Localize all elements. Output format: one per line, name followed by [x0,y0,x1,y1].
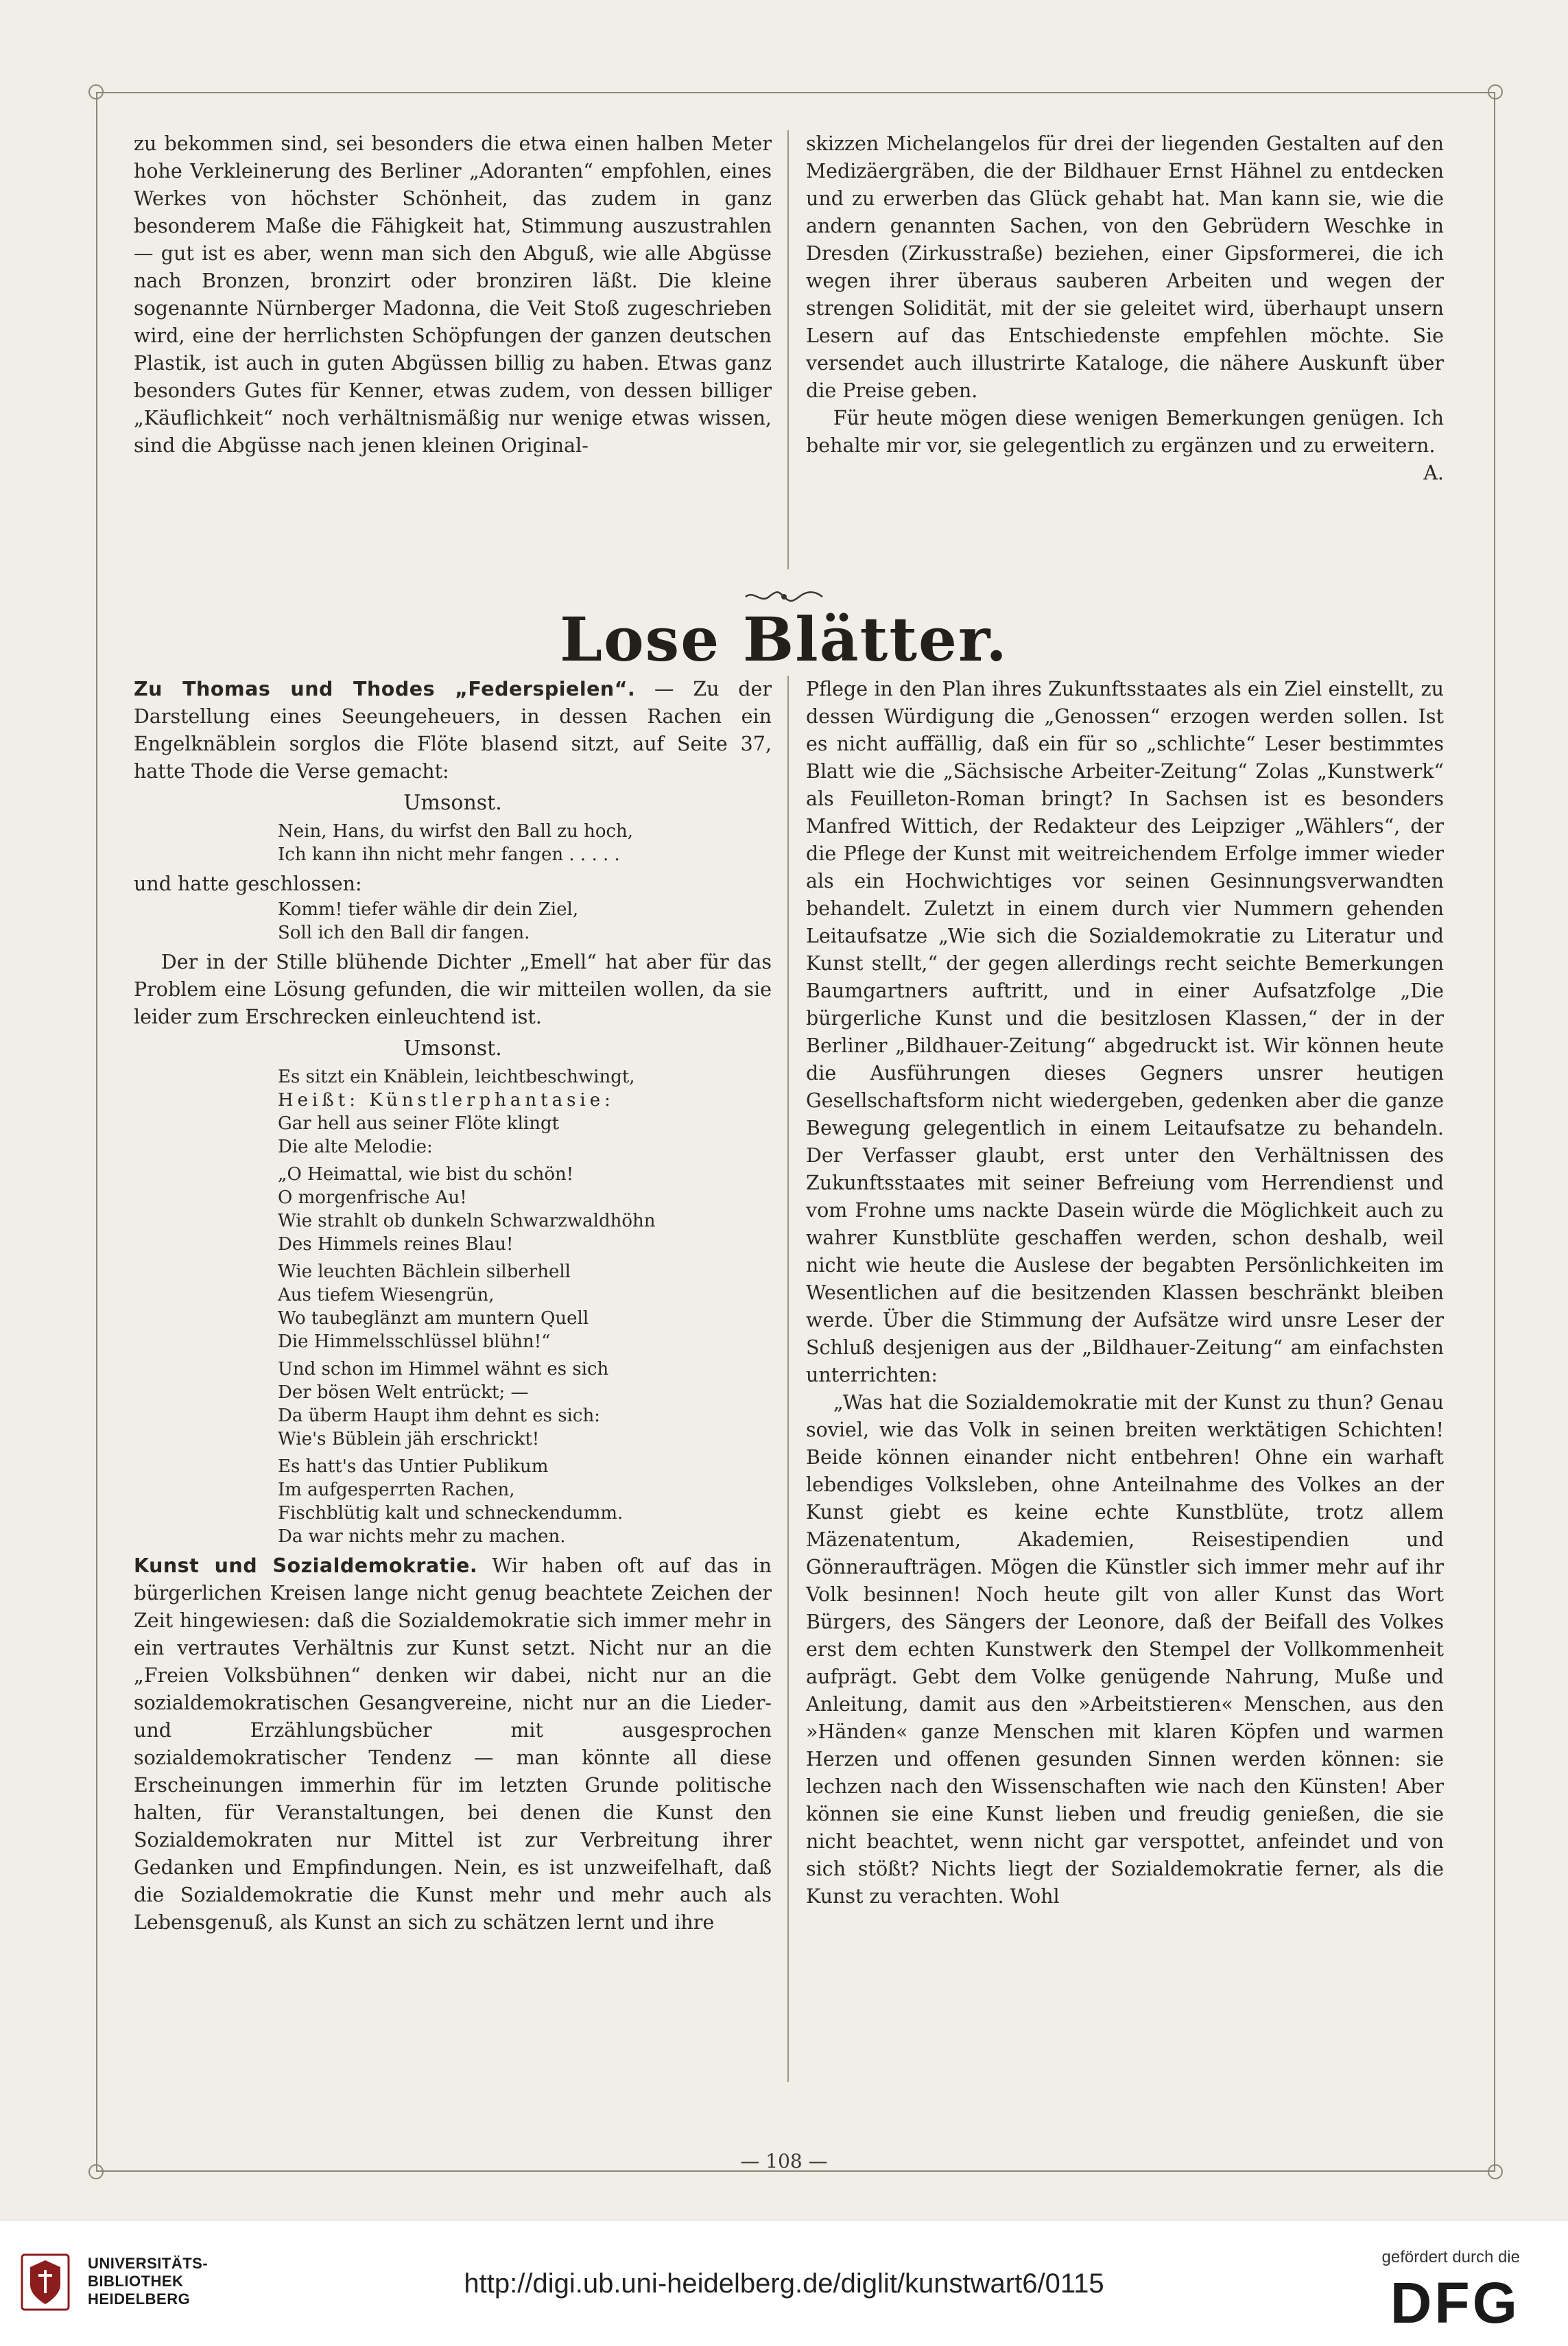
body-paragraph: „Was hat die Sozialdemokratie mit der Kunst zu thun? Genau soviel, wie das Volk in seinen breiten werktätigen Schichten! Beide können einander nicht entbehren! Ohne ein warhaft lebendiges Volksleben, ohne Anteilnahme des Volkes an der Kunst giebt es keine echte Kunstblüte, trotz allem Mäzenatentum, Akademien, Reisestipendien und Gönneraufträgen. Mögen die Künstler sich immer mehr auf ihr Volk besinnen! Noch heute gilt von aller Kunst das Wort Bürgers, des Sängers der Leonore, daß der Beifall des Volkes erst dem echten Kunstwerk den Stempel der Vollkommenheit aufprägt. Gebt dem Volke genügende Nahrung, Muße und Anleitung, damit aus den »Arbeitstieren« Menschen, aus den »Händen« ganze Menschen mit klaren Köpfen und warmen Herzen und offenen gesunden Sinnen werden können: sie lechzen nach den Wissenschaften wie nach den Künsten! Aber können sie eine Kunst lieben und freudig genießen, die sie nicht beachtet, wenn nicht gar verspottet, anfeindet und von sich stößt? Nichts liegt der Sozialdemokratie ferner, als die Kunst zu verachten. Wohl [806,1391,1444,1908]
poem-line: Der bösen Welt entrückt; — [278,1382,529,1403]
funder-logo: DFG [1390,2271,1520,2335]
poem-stanza [278,1163,772,1256]
frame-top-line [96,92,1495,93]
poem-stanza [278,1260,772,1353]
body-paragraph: Der in der Stille blühende Dichter „Emell“ hat aber für das Problem eine Lösung gefunden, die wir mitteilen wollen, da sie leider zum Erschrecken einleuchtend ist. [134,951,772,1028]
divider-ornament-icon [743,590,825,604]
body-paragraph: Für heute mögen diese wenigen Bemerkungen genügen. Ich behalte mir vor, sie gelegentlich zu ergänzen und zu erweitern. [806,407,1444,457]
poem-line: Des Himmels reines Blau! [278,1234,514,1255]
frame-right-line [1494,92,1495,2172]
poem-stanza [278,898,772,945]
poem-line: O morgenfrische Au! [278,1187,467,1208]
institution-name-line: HEIDELBERG [88,2290,191,2308]
poem-stanza [278,820,772,866]
article-intro: — Zu der Darstellung eines Seeungeheuers, in dessen Rachen ein Engelknäblein sorglos die Flöte blasend sitzt, auf Seite 37, hatte Thode die Verse gemacht: [134,678,772,783]
top-left-column [134,130,772,460]
poem-line: Die Himmelsschlüssel blühn!“ [278,1331,551,1352]
column-rule [787,130,789,569]
poem-line: Wo taubeglänzt am muntern Quell [278,1308,589,1329]
body-paragraph: Pflege in den Plan ihres Zukunftsstaates als ein Ziel einstellt, zu dessen Würdigung die „Genossen“ erzogen werden sollen. Ist es nicht auffällig, daß ein für so „schlichte“ Leser bestimmtes Blatt wie die „Sächsische Arbeiter-Zeitung“ Zolas „Kunstwerk“ als Feuilleton-Roman bringt? In Sachsen ist es besonders Manfred Wittich, der Redakteur des Leipziger „Wählers“, der die Pflege der Kunst mit weitreichendem Erfolge immer wieder als ein Hochwichtiges vor seinen Gesinnungsverwandten behandelt. Zuletzt in einem durch vier Nummern gehenden Leitaufsatze „Wie sich die Sozialdemokratie zu Literatur und Kunst stellt,“ der gegen allerdings recht seichte Bemerkungen Baumgartners auftritt, und in einer Aufsatzfolge „Die bürgerliche Kunst und die besitzlosen Klassen,“ der in der Berliner „Bildhauer-Zeitung“ abgedruckt ist. Wir können heute die Ausführungen dieses Gegners unsrer heutigen Gesellschaftsform nicht wiedergeben, gedenken aber die ganze Bewegung gelegentlich in einem Leitaufsatze zu behandeln. Der Verfasser glaubt, erst unter den Verhältnissen des Zukunftsstaates mit seiner Befreiung vom Herrendienst und vom Frohne ums nackte Dasein würde die Möglichkeit auch zu wahrer Kunstblüte geschaffen werden, schon deshalb, weil nicht wie heute die Auslese der begabten Persönlichkeiten im Wesentlichen auf die besitzenden Klassen beschränkt bleiben werde. Über die Stimmung der Aufsätze wird unsre Leser der Schluß desjenigen aus der „Bildhauer-Zeitung“ am einfachsten unterrichten: [806,678,1444,1386]
poem-line: Aus tiefem Wiesengrün, [278,1285,495,1305]
body-paragraph: zu bekommen sind, sei besonders die etwa einen halben Meter hohe Verkleinerung des Berliner „Adoranten“ empfohlen, eines Werkes von höchster Schönheit, das zudem in ganz besonderem Maße die Fähigkeit hat, Stimmung auszustrahlen — gut ist es aber, wenn man sich den Abguß, wie alle Abgüsse nach Bronzen, bronzirt oder bronziren läßt. Die kleine sogenannte Nürnberger Madonna, die Veit Stoß zugeschrieben wird, eine der herrlichsten Schöpfungen der ganzen deutschen Plastik, ist auch in guten Abgüssen billig zu haben. Etwas ganz besonders Gutes für Kenner, etwas zudem, von dessen billiger „Käuflichkeit“ noch verhältnismäßig nur wenige etwas wissen, sind die Abgüsse nach jenen kleinen Original- [134,132,772,457]
poem-line: Wie leuchten Bächlein silberhell [278,1261,571,1282]
article-heading: Zu Thomas und Thodes „Federspielen“. [134,678,636,700]
poem-line: Es hatt's das Untier Publikum [278,1456,549,1477]
poem-line: „O Heimattal, wie bist du schön! [278,1164,574,1185]
section-title: Lose Blätter. [560,604,1008,675]
footer-bar [0,2220,1568,2346]
poem-line: Im aufgesperrten Rachen, [278,1480,515,1500]
poem-line: Heißt: Künstlerphantasie: [278,1090,615,1111]
poem-line: Wie's Büblein jäh erschrickt! [278,1429,540,1449]
poem-line: Da überm Haupt ihm dehnt es sich: [278,1406,600,1426]
poem-stanza [278,1358,772,1451]
top-right-column [806,130,1444,487]
poem-line: Komm! tiefer wähle dir dein Ziel, [278,899,579,920]
corner-ornament [88,84,104,99]
poem-line: Wie strahlt ob dunkeln Schwarzwaldhöhn [278,1211,656,1231]
body-paragraph: und hatte geschlossen: [134,873,362,895]
body-paragraph: skizzen Michelangelos für drei der liegenden Gestalten auf den Medizäergräben, die der Bildhauer Ernst Hähnel zu entdecken und zu erwerben das Glück gehabt hat. Man kann sie, wie die andern genannten Sachen, von den Gebrüdern Weschke in Dresden (Zirkusstraße) beziehen, einer Gipsformerei, die ich wegen ihrer überaus sauberen Arbeiten und wegen der strengen Solidität, mit der sie geleitet wird, überhaupt unsern Lesern auf das Entschiedenste empfehlen möchte. Sie versendet auch illustrirte Kataloge, die nähere Auskunft über die Preise geben. [806,132,1444,402]
poem-stanza [278,1065,772,1159]
article-text: Wir haben oft auf das in bürgerlichen Kreisen lange nicht genug beachtete Zeichen der Zeit hingewiesen: daß die Sozialdemokratie sich immer mehr in ein vertrautes Verhältnis zur Kunst setzt. Nicht nur an die „Freien Volksbühnen“ denken wir dabei, nicht nur an die sozialdemokratischen Gesangvereine, nicht nur an die Lieder- und Erzählungsbücher mit ausgesprochen sozialdemokratischer Tendenz — man könnte all diese Erscheinungen immerhin für im letzten Grunde politische halten, für Veranstaltungen, bei denen die Kunst den Sozialdemokraten nur Mittel ist zur Verbreitung ihrer Gedanken und Empfindungen. Nein, es ist unzweifelhaft, daß die Sozialdemokratie die Kunst mehr und mehr auch als Lebensgenuß, als Kunst an sich zu schätzen lernt und ihre [134,1554,772,1934]
article-heading: Kunst und Sozialdemokratie. [134,1554,478,1577]
column-rule [787,676,789,2082]
poem-line: Ich kann ihn nicht mehr fangen . . . . . [278,844,620,865]
poem-stanza [278,1455,772,1548]
author-signature: A. [1423,462,1444,484]
poem-line: Da war nichts mehr zu machen. [278,1526,566,1547]
poem-line: Nein, Hans, du wirfst den Ball zu hoch, [278,821,634,842]
poem-line: Es sitzt ein Knäblein, leichtbeschwingt, [278,1067,635,1087]
institution-name-line: BIBLIOTHEK [88,2273,184,2290]
funder-label: gefördert durch die [1381,2248,1520,2266]
document-url-link[interactable]: http://digi.ub.uni-heidelberg.de/diglit/kunstwart6/0115 [464,2268,1104,2299]
poem-title: Umsonst. [403,1036,502,1061]
poem-line: Und schon im Himmel wähnt es sich [278,1359,609,1379]
poem-line: Gar hell aus seiner Flöte klingt [278,1113,560,1134]
corner-ornament [1488,84,1503,99]
frame-left-line [96,92,97,2172]
poem-line: Die alte Melodie: [278,1137,433,1157]
poem-title: Umsonst. [403,791,502,815]
lower-left-column [134,676,772,1936]
institution-name-line: UNIVERSITÄTS- [88,2255,209,2272]
poem-line: Soll ich den Ball dir fangen. [278,923,530,943]
poem-line: Fischblütig kalt und schneckendumm. [278,1503,623,1524]
lower-right-column [806,676,1444,1910]
page-number: — 108 — [740,2150,828,2172]
